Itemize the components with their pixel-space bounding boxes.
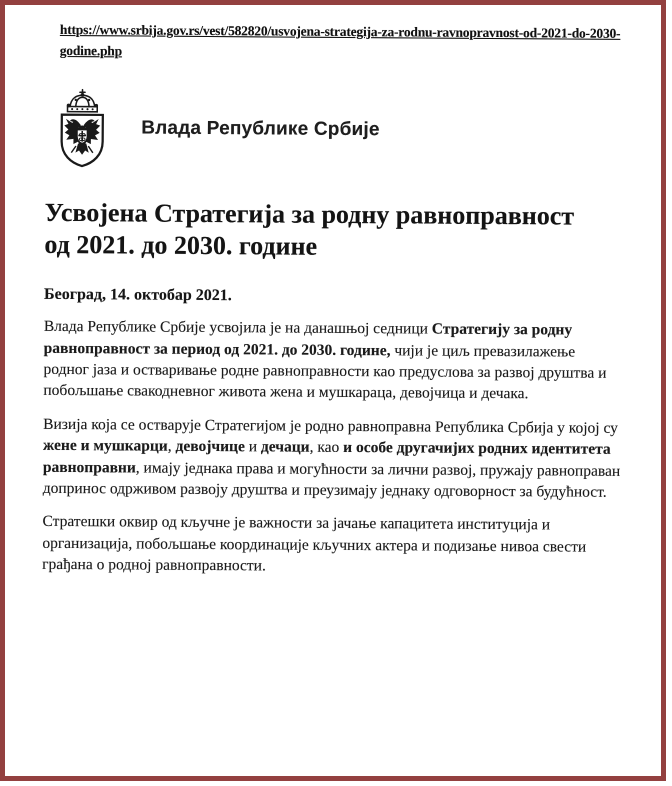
text-segment: Влада Републике Србије усвојила је на данашњој седници [43, 318, 432, 338]
government-masthead [53, 87, 628, 173]
text-segment: Стратешки оквир од кључне је важности за јачање капацитета институција и организација, побољшање координације кључних актера и подизање нивоа свести грађана о родној равноправности. [42, 513, 587, 575]
printed-page-url-link[interactable]: https://www.srbija.gov.rs/vest/582820/usvojena-strategija-za-rodnu-ravnopravnost-od-2021-do-2030-godine.php [59, 21, 621, 59]
article-title: Усвојена Стратегија за родну равноправност од 2021. до 2030. године [44, 197, 575, 261]
article-paragraph-2 [43, 414, 622, 504]
text-segment: дечаци [260, 438, 310, 456]
article-paragraph-3 [42, 511, 620, 579]
text-segment: , као [309, 438, 344, 457]
text-segment: и особе другачијих родних идентитета равноправни [42, 439, 611, 477]
text-segment: Визија која се остварује Стратегијом је родно равноправна Република Србија у којој су [43, 415, 618, 437]
text-segment: девојчице [175, 437, 245, 456]
document-page [42, 20, 628, 579]
text-segment: Стратегију за родну равноправност за период од 2021. до 2030. године, [43, 320, 573, 359]
org-name: Влада Републике Србије [141, 117, 380, 141]
article-paragraph-1 [43, 316, 622, 406]
text-segment: , имају једнака права и могућности за лични развој, пружају равноправан допринос одрживом развоју друштва и преузимају једнаку одговорност за будућност. [42, 459, 621, 501]
text-segment: , [167, 437, 176, 455]
text-segment: чији је циљ превазилажење родног јаза и остваривање родне равноправности као предуслова за развој друштва и побољшање свакодневног живота жена и мушкараца, девојчица и дечака. [43, 341, 607, 403]
article-dateline: Београд, 14. октобар 2021. [44, 286, 232, 305]
serbia-coat-of-arms-icon [53, 87, 112, 169]
text-segment: жене и мушкарци [42, 437, 168, 455]
text-segment: и [244, 438, 262, 456]
